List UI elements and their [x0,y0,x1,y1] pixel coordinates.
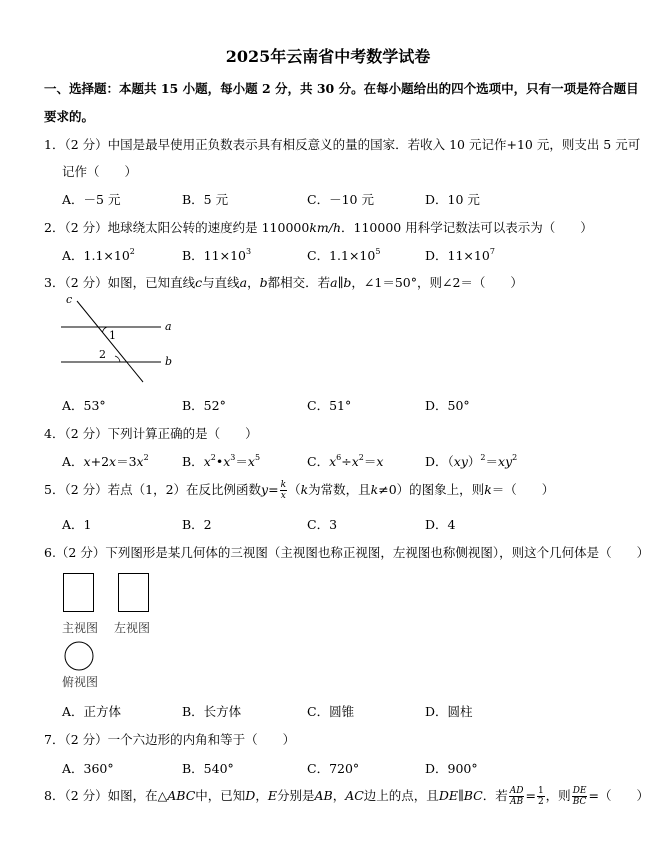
label-angle-1: 1 [109,329,116,342]
q6-option-c[interactable]: C．圆锥 [307,704,355,719]
q1-option-a[interactable]: A．－5 元 [62,192,121,207]
angle-2-arc [115,356,120,362]
left-view-rectangle [119,574,149,612]
top-view-circle [65,642,93,670]
q7-option-a[interactable]: A．360° [62,761,114,776]
q5-option-b[interactable]: B．2 [182,517,212,532]
label-a: a [165,320,172,333]
q2-option-d[interactable]: D．$11\times 10^7$ [425,247,495,263]
label-c: c [66,293,73,306]
q4-option-b[interactable]: B．$x^2•x^3=x^5$ [182,453,261,469]
q2-option-b[interactable]: B．$11\times 10^3$ [182,247,252,263]
left-view-label: 左视图 [114,621,151,635]
q1-option-c[interactable]: C．－10 元 [307,192,374,207]
q2-option-a[interactable]: A．$1.1\times 10^2$ [62,247,135,263]
q2-stem: 2．（2 分）地球绕太阳公转的速度约是 110000km/h．110000 用科学记数法可以表示为（ ） [44,220,593,235]
q8-fraction-ad-ab: $\frac{AD}{AB}$ [509,786,524,807]
top-view-label: 俯视图 [62,675,99,689]
section-header-line1: 一、选择题：本题共 15 小题，每小题 2 分，共 30 分。在每小题给出的四个选项中，只有一项是符合题目 [44,81,639,96]
q6-stem: 6.（2 分）下列图形是某几何体的三视图（主视图也称正视图，左视图也称侧视图），则这个几何体是（ ） [44,545,650,560]
q1-stem-line2: 记作（ ） [62,164,138,179]
q3-option-c[interactable]: C．51° [307,398,352,413]
q6-top-view [60,640,100,674]
page-title: 2025年云南省中考数学试卷 [225,47,431,66]
q6-option-b[interactable]: B．长方体 [182,704,242,719]
q2-option-c[interactable]: C．$1.1\times 10^5$ [307,247,381,263]
section-header-line2: 要求的。 [44,109,95,124]
q3-stem: 3．（2 分）如图，已知直线c与直线a，b都相交．若a∥b，∠1＝50°，则∠2＝（ ） [44,275,523,290]
label-b: b [165,355,173,368]
q4-option-d[interactable]: D．$(xy)^2=xy^2$ [425,453,518,469]
q5-option-a[interactable]: A．1 [62,517,92,532]
q5-fraction-k-over-x: $\frac{k}{x}$ [280,480,287,501]
q1-option-b[interactable]: B．5 元 [182,192,229,207]
q6-option-d[interactable]: D．圆柱 [425,704,473,719]
q7-stem: 7．（2 分）一个六边形的内角和等于（ ） [44,732,296,747]
q8-fraction-one-half: $\frac{1}{2}$ [537,786,544,807]
q6-front-left-views [60,570,160,616]
q4-option-a[interactable]: A．$x+2x=3x^2$ [62,453,149,469]
q3-parallel-lines-figure [55,292,185,384]
q8-fraction-de-bc: $\frac{DE}{BC}$ [572,786,587,807]
q5-stem: 5．（2 分）若点（1，2）在反比例函数y= $\frac{k}{x}$ （k为常数，且k≠0）的图象上，则k＝（ ） [44,480,555,501]
front-view-label: 主视图 [62,621,99,635]
q7-option-c[interactable]: C．720° [307,761,360,776]
q6-option-a[interactable]: A．正方体 [62,704,122,719]
q8-stem: 8．（2 分）如图，在△ABC中，已知D，E分别是AB，AC边上的点，且DE∥BC．若 $\frac{AD}{AB}$ = $\frac{1}{2}$ ，则 $\frac{DE}{BC}$ =（ ） [44,786,649,807]
q3-option-a[interactable]: A．53° [62,398,106,413]
q1-option-d[interactable]: D．10 元 [425,192,480,207]
front-view-rectangle [64,574,94,612]
angle-1-arc [103,327,108,333]
q4-stem: 4．（2 分）下列计算正确的是（ ） [44,426,258,441]
q3-option-b[interactable]: B．52° [182,398,226,413]
q5-option-c[interactable]: C．3 [307,517,338,532]
q1-stem-line1: 1．（2 分）中国是最早使用正负数表示具有相反意义的量的国家．若收入 10 元记作+10 元，则支出 5 元可 [44,137,641,152]
q4-option-c[interactable]: C．$x^6\div x^2=x$ [307,453,384,469]
label-angle-2: 2 [99,348,106,361]
q3-option-d[interactable]: D．50° [425,398,470,413]
q5-option-d[interactable]: D．4 [425,517,456,532]
q7-option-b[interactable]: B．540° [182,761,234,776]
q7-option-d[interactable]: D．900° [425,761,478,776]
